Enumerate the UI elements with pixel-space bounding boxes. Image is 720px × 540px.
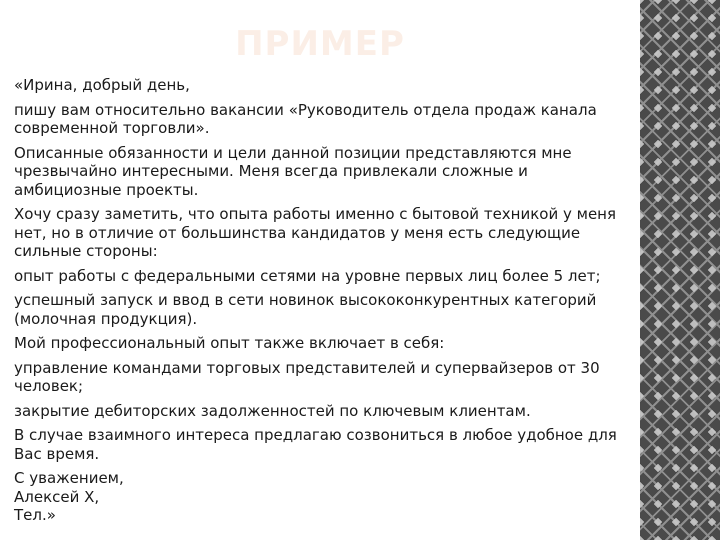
letter-paragraph: успешный запуск и ввод в сети новинок высококонкурентных категорий (молочная продукция). <box>14 291 597 328</box>
letter-paragraph: управление командами торговых представителей и супервайзеров от 30 человек; <box>14 358 600 395</box>
letter-paragraph: «Ирина, добрый день, <box>14 76 190 94</box>
decorative-pattern-panel <box>640 0 720 540</box>
letter-paragraph: Описанные обязанности и цели данной позиции представляются мне чрезвычайно интересными. Меня всегда привлекали сложные и амбициозные проекты. <box>14 143 572 199</box>
signature-line: Алексей Х, <box>14 487 100 506</box>
letter-paragraph: закрытие дебиторских задолженностей по ключевым клиентам. <box>14 401 531 420</box>
letter-paragraph: опыт работы с федеральными сетями на уровне первых лиц более 5 лет; <box>14 266 601 285</box>
letter-paragraph: Хочу сразу заметить, что опыта работы именно с бытовой техникой у меня нет, но в отличие от большинства кандидатов у меня есть следующие сильные стороны: <box>14 205 616 260</box>
letter-body <box>14 76 630 525</box>
letter-paragraph: Мой профессиональный опыт также включает в себя: <box>14 334 445 352</box>
slide-title: ПРИМЕР <box>235 24 405 64</box>
signature-line: Тел.» <box>14 506 56 524</box>
letter-paragraph: В случае взаимного интереса предлагаю созвониться в любое удобное для Вас время. <box>14 426 617 463</box>
signature-line: С уважением, <box>14 469 124 487</box>
letter-signature <box>14 469 630 525</box>
letter-paragraph: пишу вам относительно вакансии «Руководитель отдела продаж канала современной торговли». <box>14 100 597 137</box>
